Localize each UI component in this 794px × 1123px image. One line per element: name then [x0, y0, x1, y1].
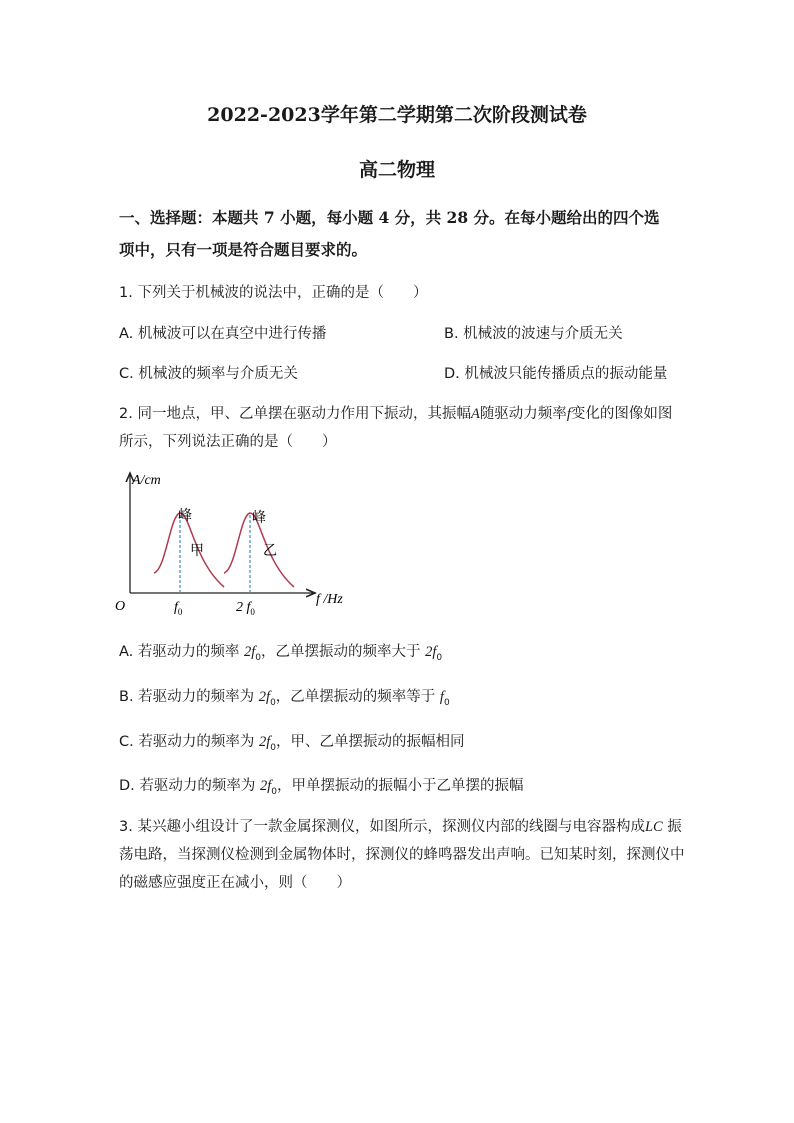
- peak-label-jia: 峰: [178, 509, 192, 524]
- question-1-option-b: B. 机械波的波速与介质无关: [444, 326, 623, 342]
- question-3-stem-line1: 3. 某兴趣小组设计了一款金属探测仪，如图所示，探测仪内部的线圈与电容器构成LC 振: [119, 819, 682, 835]
- section-heading-line1: 一、选择题：本题共 7 小题，每小题 4 分，共 28 分。在每小题给出的四个选: [119, 208, 660, 227]
- curve-jia: [154, 513, 224, 587]
- tick-f0: $f_0$: [174, 600, 183, 617]
- question-2-stem-line1: 2. 同一地点，甲、乙单摆在驱动力作用下振动，其振幅A随驱动力频率f变化的图像如图: [119, 406, 673, 422]
- question-3-stem-line2: 荡电路，当探测仪检测到金属物体时，探测仪的蜂鸣器发出声响。已知某时刻，探测仪中: [119, 847, 685, 863]
- question-3-stem-line3: 的磁感应强度正在减小，则（ ）: [119, 875, 351, 891]
- x-axis-label: f /Hz: [316, 592, 343, 607]
- question-1-option-c: C. 机械波的频率与介质无关: [119, 366, 298, 382]
- resonance-curve-figure: [110, 465, 360, 620]
- question-2-option-c: C. 若驱动力的频率为 $2f_0$，甲、乙单摆振动的振幅相同: [119, 734, 465, 753]
- curve-label-jia: 甲: [190, 544, 204, 559]
- question-1-option-a: A. 机械波可以在真空中进行传播: [119, 326, 327, 342]
- section-heading-line2: 项中，只有一项是符合题目要求的。: [119, 240, 368, 259]
- tick-2f0: 2 $f_0$: [236, 600, 255, 617]
- peak-label-yi: 峰: [252, 511, 266, 526]
- exam-subtitle: 高二物理: [358, 159, 435, 181]
- question-2-option-b: B. 若驱动力的频率为 $2f_0$，乙单摆振动的频率等于 $f_0$: [119, 689, 450, 708]
- exam-title: 2022-2023学年第二学期第二次阶段测试卷: [207, 104, 587, 126]
- question-2-option-a: A. 若驱动力的频率 $2f_0$，乙单摆振动的频率大于 $2f_0$: [119, 644, 443, 663]
- origin-label: O: [115, 599, 126, 614]
- curve-label-yi: 乙: [263, 544, 277, 559]
- question-1-stem: 1. 下列关于机械波的说法中，正确的是（ ）: [119, 285, 428, 301]
- y-axis-label: A/cm: [132, 473, 161, 488]
- question-2-option-d: D. 若驱动力的频率为 $2f_0$，甲单摆振动的振幅小于乙单摆的振幅: [119, 778, 524, 797]
- question-2-stem-line2: 所示，下列说法正确的是（ ）: [119, 434, 337, 450]
- question-1-option-d: D. 机械波只能传播质点的振动能量: [444, 366, 668, 382]
